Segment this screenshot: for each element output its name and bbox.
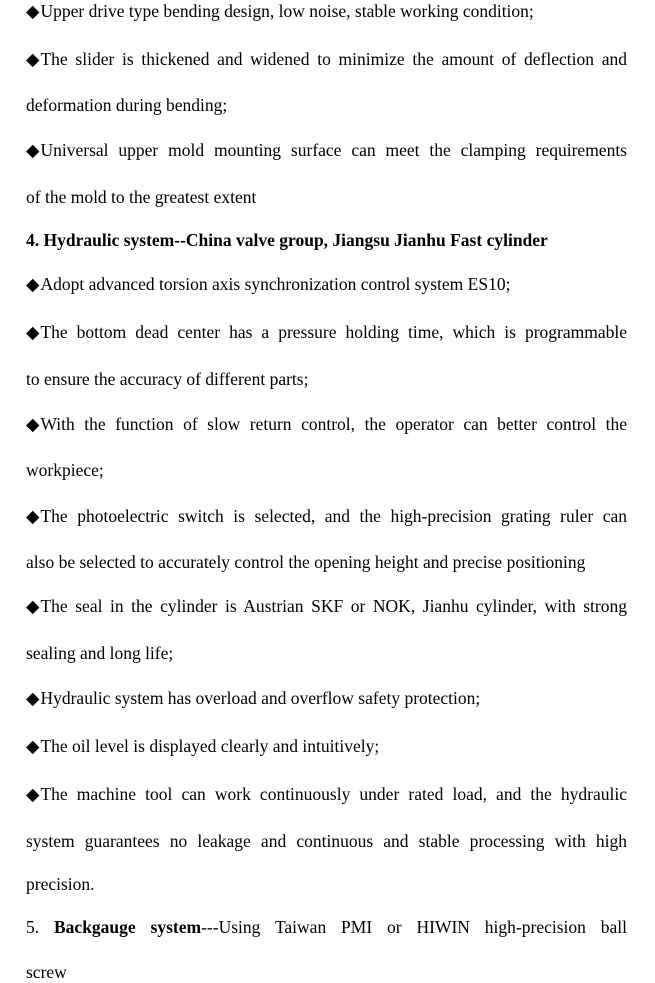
section-number: 5. [26,917,54,937]
paragraph-line [26,413,627,435]
line-text: The oil level is displayed clearly and intuitively; [40,736,380,756]
paragraph-line [26,505,627,527]
line-text: system guarantees no leakage and continuous and stable processing with high [26,831,627,851]
line-text: also be selected to accurately control the opening height and precise positioning [26,552,586,572]
line-text: ---Using Taiwan PMI or HIWIN high-precision ball [201,917,628,937]
line-text: sealing and long life; [26,643,174,663]
paragraph-line [26,687,627,709]
paragraph-line [26,48,627,70]
line-text: The slider is thickened and widened to minimize the amount of deflection and [40,49,627,69]
paragraph-line [26,368,627,390]
diamond-bullet-icon: ◆ [26,322,40,342]
paragraph-line [26,459,627,481]
diamond-bullet-icon: ◆ [26,784,40,804]
diamond-bullet-icon: ◆ [26,49,40,69]
paragraph-line [26,94,627,116]
diamond-bullet-icon: ◆ [26,274,40,294]
section-heading-backgauge [26,916,627,938]
paragraph-line [26,321,627,343]
line-text: The seal in the cylinder is Austrian SKF or NOK, Jianhu cylinder, with strong [40,596,627,616]
paragraph-line [26,186,627,208]
section-title-bold: Backgauge system [54,917,202,937]
line-text: screw [26,962,67,982]
line-text: precision. [26,874,95,894]
paragraph-line [26,830,627,852]
paragraph-line [26,735,627,757]
paragraph-line [26,873,627,895]
line-text: With the function of slow return control, the operator can better control the [40,414,627,434]
line-text: of the mold to the greatest extent [26,187,257,207]
line-text: Hydraulic system has overload and overflow safety protection; [40,688,481,708]
line-text: The bottom dead center has a pressure holding time, which is programmable [40,322,627,342]
diamond-bullet-icon: ◆ [26,414,40,434]
diamond-bullet-icon: ◆ [26,596,40,616]
paragraph-line [26,139,627,161]
heading-text: 4. Hydraulic system--China valve group, Jiangsu Jianhu Fast cylinder [26,230,548,250]
section-heading-hydraulic [26,229,627,251]
line-text: deformation during bending; [26,95,228,115]
line-text: workpiece; [26,460,104,480]
diamond-bullet-icon: ◆ [26,1,40,21]
paragraph-line [26,595,627,617]
line-text: to ensure the accuracy of different parts; [26,369,309,389]
paragraph-line [26,0,627,22]
diamond-bullet-icon: ◆ [26,506,40,526]
paragraph-line [26,273,627,295]
diamond-bullet-icon: ◆ [26,688,40,708]
line-text: Upper drive type bending design, low noise, stable working condition; [40,1,534,21]
line-text: Universal upper mold mounting surface can meet the clamping requirements [40,140,627,160]
paragraph-line [26,783,627,805]
diamond-bullet-icon: ◆ [26,140,40,160]
line-text: The photoelectric switch is selected, and the high-precision grating ruler can [40,506,627,526]
paragraph-line [26,642,627,664]
line-text: The machine tool can work continuously under rated load, and the hydraulic [40,784,627,804]
paragraph-line [26,551,627,573]
line-text: Adopt advanced torsion axis synchronization control system ES10; [40,274,511,294]
diamond-bullet-icon: ◆ [26,736,40,756]
